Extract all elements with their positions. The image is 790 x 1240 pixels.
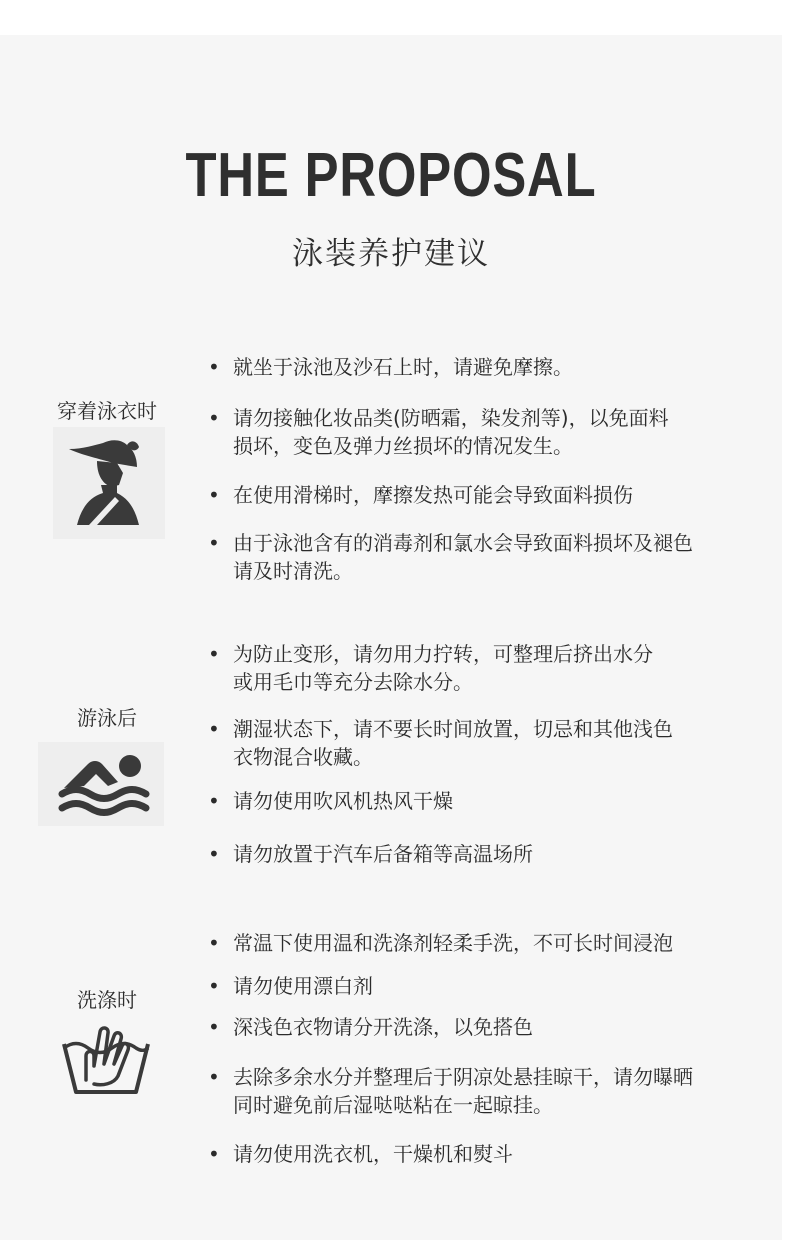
section-label-after-swim: 游泳后: [77, 706, 137, 730]
list-item: • 深浅色衣物请分开洗涤，以免搭色: [208, 1015, 533, 1039]
list-item: • 去除多余水分并整理后于阴凉处悬挂晾干，请勿曝晒 同时避免前后湿哒哒粘在一起晾挂。: [208, 1065, 693, 1117]
list-item: • 潮湿状态下，请不要长时间放置，切忌和其他浅色 衣物混合收藏。: [208, 717, 673, 769]
section-label-wearing: 穿着泳衣时: [57, 399, 157, 423]
page-title: THE PROPOSAL: [185, 141, 597, 210]
swimmer-icon: [38, 742, 164, 826]
list-item: • 请勿使用吹风机热风干燥: [208, 789, 453, 813]
hand-wash-icon: [56, 1020, 156, 1100]
list-item: • 请勿放置于汽车后备箱等高温场所: [208, 842, 533, 866]
list-item: • 为防止变形，请勿用力拧转，可整理后挤出水分 或用毛巾等充分去除水分。: [208, 642, 653, 694]
list-item: • 就坐于泳池及沙石上时，请避免摩擦。: [208, 355, 573, 379]
woman-with-hat-icon: [53, 427, 165, 539]
list-item: • 由于泳池含有的消毒剂和氯水会导致面料损坏及褪色 请及时清洗。: [208, 531, 693, 583]
list-item: • 在使用滑梯时，摩擦发热可能会导致面料损伤: [208, 483, 633, 507]
list-item: • 常温下使用温和洗涤剂轻柔手洗，不可长时间浸泡: [208, 931, 673, 955]
list-item: • 请勿接触化妆品类(防晒霜，染发剂等)，以免面料 损坏，变色及弹力丝损坏的情况发生。: [208, 406, 669, 458]
section-label-washing: 洗涤时: [77, 988, 137, 1012]
list-item: • 请勿使用漂白剂: [208, 974, 373, 998]
page-subtitle: 泳装养护建议: [292, 236, 490, 272]
list-item: • 请勿使用洗衣机，干燥机和熨斗: [208, 1142, 513, 1166]
